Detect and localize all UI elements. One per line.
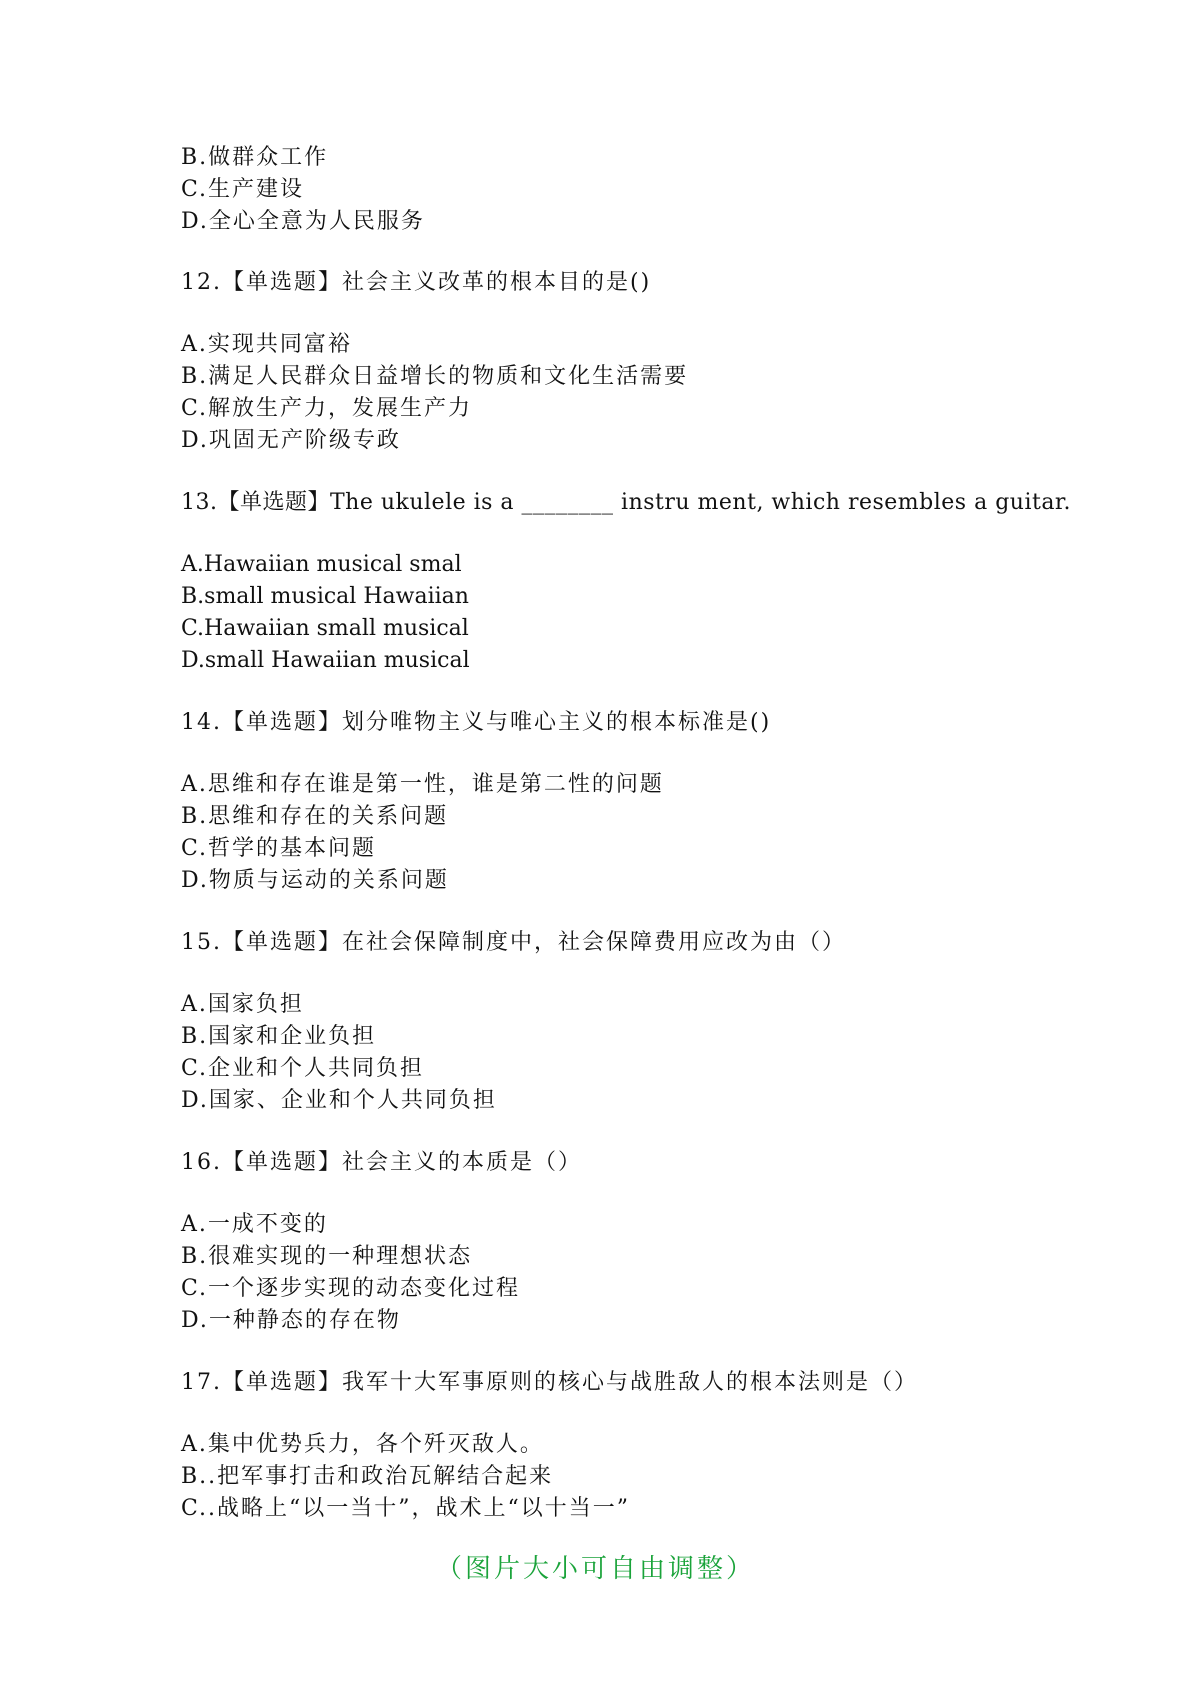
- q17-option-a: A.集中优势兵力，各个歼灭敌人。: [181, 1432, 544, 1457]
- q15-option-c: C.企业和个人共同负担: [181, 1056, 425, 1081]
- q12-option-d: D.巩固无产阶级专政: [181, 428, 401, 453]
- q15-stem: 15.【单选题】在社会保障制度中，社会保障费用应改为由（）: [181, 930, 846, 955]
- q15-option-a: A.国家负担: [181, 992, 304, 1017]
- q13-option-d: D.small Hawaiian musical: [181, 648, 470, 673]
- q17-option-c: C..战略上“以一当十”，战术上“以十当一”: [181, 1496, 631, 1521]
- q13-option-b: B.small musical Hawaiian: [181, 584, 469, 609]
- q14-option-c: C.哲学的基本问题: [181, 836, 377, 861]
- q17-option-b: B..把军事打击和政治瓦解结合起来: [181, 1464, 554, 1489]
- q16-option-c: C.一个逐步实现的动态变化过程: [181, 1276, 521, 1301]
- q16-stem: 16.【单选题】社会主义的本质是（）: [181, 1150, 582, 1175]
- image-resize-caption: （图片大小可自由调整）: [435, 1554, 755, 1584]
- q12-option-c: C.解放生产力，发展生产力: [181, 396, 473, 421]
- q12-stem: 12.【单选题】社会主义改革的根本目的是(): [181, 270, 652, 295]
- q13-option-c: C.Hawaiian small musical: [181, 616, 469, 641]
- q16-option-b: B.很难实现的一种理想状态: [181, 1244, 473, 1269]
- q11-option-d: D.全心全意为人民服务: [181, 209, 425, 234]
- q13-stem: 13.【单选题】The ukulele is a ________ instru ment, which resembles a guitar.: [181, 490, 1072, 515]
- q13-option-a: A.Hawaiian musical smal: [181, 552, 462, 577]
- q11-option-c: C.生产建设: [181, 177, 305, 202]
- q14-option-d: D.物质与运动的关系问题: [181, 868, 449, 893]
- q16-option-d: D.一种静态的存在物: [181, 1308, 401, 1333]
- q14-option-b: B.思维和存在的关系问题: [181, 804, 449, 829]
- q11-option-b: B.做群众工作: [181, 145, 329, 170]
- q15-option-b: B.国家和企业负担: [181, 1024, 377, 1049]
- q12-option-a: A.实现共同富裕: [181, 332, 352, 357]
- q15-option-d: D.国家、企业和个人共同负担: [181, 1088, 497, 1113]
- q16-option-a: A.一成不变的: [181, 1212, 328, 1237]
- q17-stem: 17.【单选题】我军十大军事原则的核心与战胜敌人的根本法则是（）: [181, 1370, 918, 1395]
- q14-option-a: A.思维和存在谁是第一性，谁是第二性的问题: [181, 772, 664, 797]
- q14-stem: 14.【单选题】划分唯物主义与唯心主义的根本标准是(): [181, 710, 772, 735]
- q12-option-b: B.满足人民群众日益增长的物质和文化生活需要: [181, 364, 689, 389]
